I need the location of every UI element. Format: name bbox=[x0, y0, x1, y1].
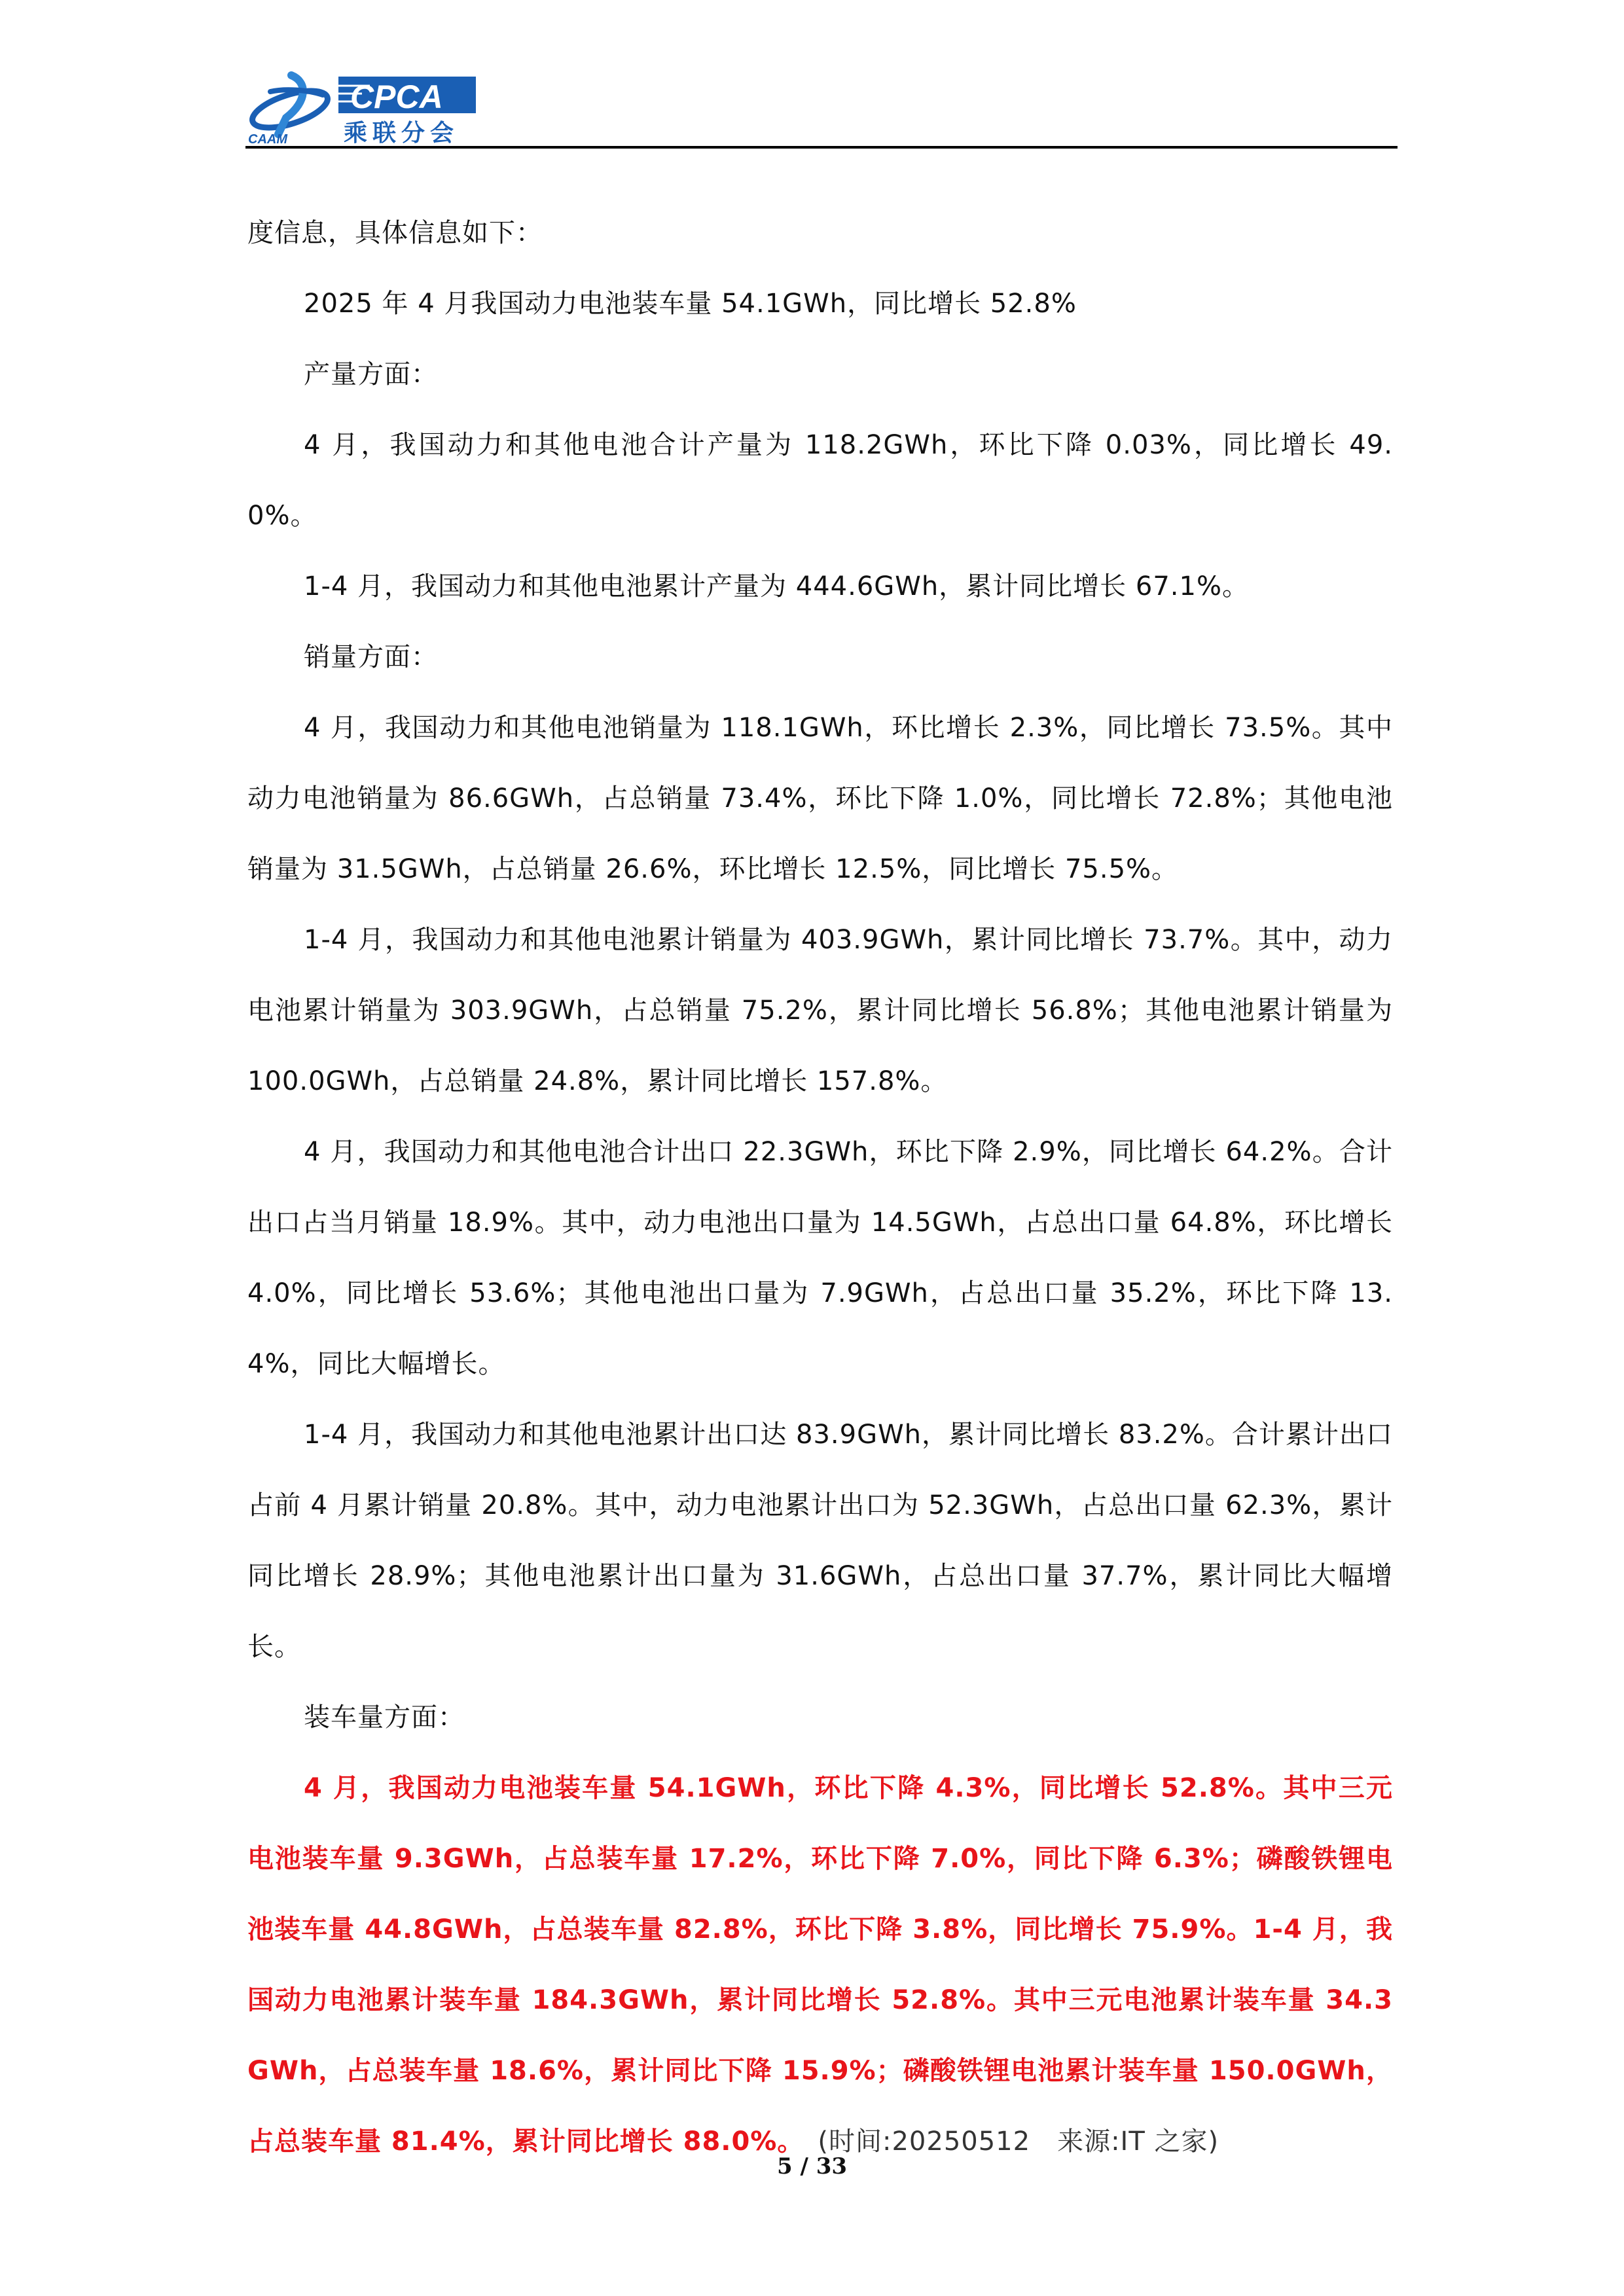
cpca-logo bbox=[245, 62, 481, 147]
section-heading-production: 产量方面： bbox=[304, 359, 438, 389]
section-heading-installation: 装车量方面： bbox=[304, 1702, 465, 1732]
logo-main-text: CPCA bbox=[350, 79, 443, 115]
paragraph-sales-ytd: 1-4 月，我国动力和其他电池累计销量为 403.9GWh，累计同比增长 73.7%。其中，动力电池累计销量为 303.9GWh，占总销量 75.2%，累计同比增长 56.8%；其他电池累计销量为 100.0GWh，占总销量 24.8%，累计同比增长 157.8%。 bbox=[247, 925, 1393, 1096]
paragraph-intro-tail: 度信息，具体信息如下： bbox=[247, 218, 543, 248]
paragraph-production-april: 4 月，我国动力和其他电池合计产量为 118.2GWh，环比下降 0.03%，同比增长 49.0%。 bbox=[247, 430, 1393, 531]
document-body bbox=[247, 198, 1393, 2177]
logo-sub-text: 乘联分会 bbox=[344, 120, 460, 147]
paragraph-production-ytd: 1-4 月，我国动力和其他电池累计产量为 444.6GWh，累计同比增长 67.1%。 bbox=[304, 571, 1249, 601]
paragraph-export-april: 4 月，我国动力和其他电池合计出口 22.3GWh，环比下降 2.9%，同比增长 64.2%。合计出口占当月销量 18.9%。其中，动力电池出口量为 14.5GWh，占总出口量 64.8%，环比增长 4.0%，同比增长 53.6%；其他电池出口量为 7.9GWh，占总出口量 35.2%，环比下降 13.4%，同比大幅增长。 bbox=[247, 1137, 1393, 1379]
header-divider bbox=[245, 146, 1398, 149]
paragraph-sales-april: 4 月，我国动力和其他电池销量为 118.1GWh，环比增长 2.3%，同比增长 73.5%。其中动力电池销量为 86.6GWh，占总销量 73.4%，环比下降 1.0%，同比增长 72.8%；其他电池销量为 31.5GWh，占总销量 26.6%，环比增长 12.5%，同比增长 75.5%。 bbox=[247, 713, 1393, 884]
cpca-emblem-icon bbox=[248, 75, 332, 135]
section-heading-sales: 销量方面： bbox=[304, 642, 438, 672]
highlight-text: 4 月，我国动力电池装车量 54.1GWh，环比下降 4.3%，同比增长 52.8%。其中三元电池装车量 9.3GWh，占总装车量 17.2%，环比下降 7.0%，同比下降 6.3%；磷酸铁锂电池装车量 44.8GWh，占总装车量 82.8%，环比下降 3.8%，同比增长 75.9%。1-4 月，我国动力电池累计装车量 184.3GWh，累计同比增长 52.8%。其中三元电池累计装车量 34.3GWh，占总装车量 18.6%，累计同比下降 15.9%；磷酸铁锂电池累计装车量 150.0GWh，占总装车量 81.4%，累计同比增长 88.0%。 bbox=[247, 1773, 1393, 2157]
paragraph-headline: 2025 年 4 月我国动力电池装车量 54.1GWh，同比增长 52.8% bbox=[304, 289, 1077, 319]
page-header bbox=[245, 62, 1398, 151]
paragraph-installation-highlight bbox=[247, 1753, 1393, 2177]
paragraph-export-ytd: 1-4 月，我国动力和其他电池累计出口达 83.9GWh，累计同比增长 83.2%。合计累计出口占前 4 月累计销量 20.8%。其中，动力电池累计出口为 52.3GWh，占总出口量 62.3%，累计同比增长 28.9%；其他电池累计出口量为 31.6GWh，占总出口量 37.7%，累计同比大幅增长。 bbox=[247, 1420, 1393, 1662]
logo-mark: CAAM bbox=[248, 132, 287, 147]
page-number: 5 / 33 bbox=[776, 2153, 848, 2179]
source-meta: (时间:20250512 来源:IT 之家) bbox=[818, 2126, 1219, 2157]
